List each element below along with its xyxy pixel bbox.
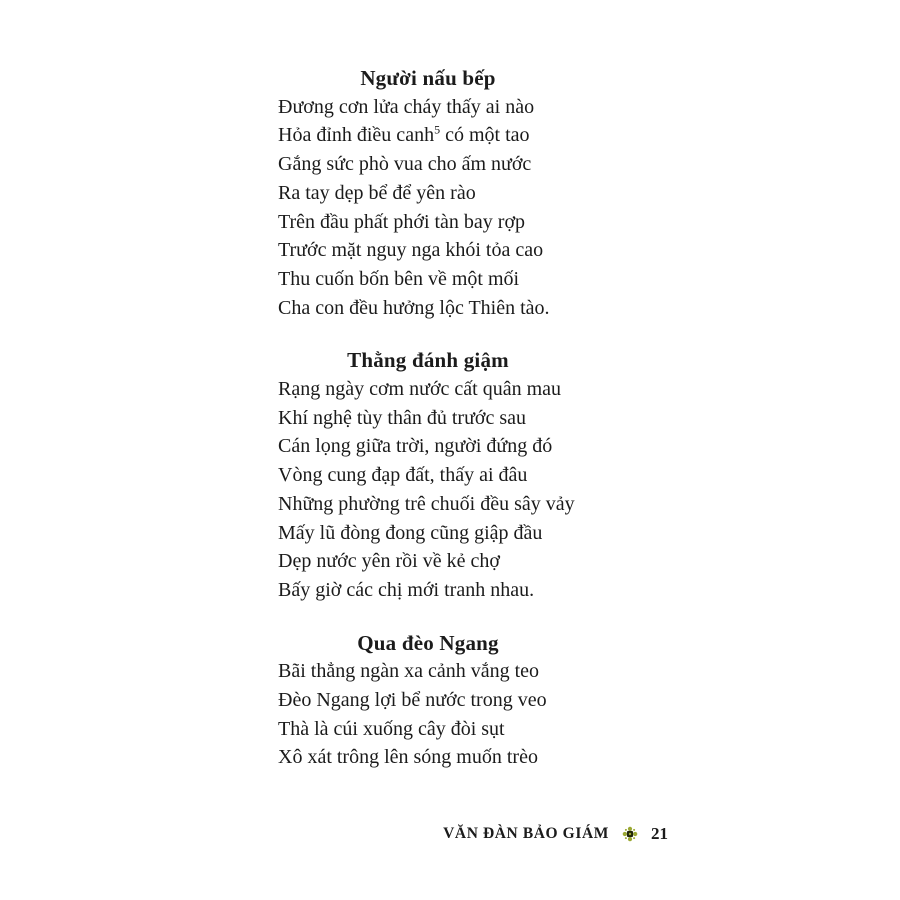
poem-title: Người nấu bếp xyxy=(360,66,496,90)
poem-line: Xô xát trông lên sóng muốn trèo xyxy=(278,746,538,769)
poem-line: Vòng cung đạp đất, thấy ai đâu xyxy=(278,464,528,487)
poem-line: Cha con đều hưởng lộc Thiên tào. xyxy=(278,296,550,319)
line-text: Hỏa đỉnh điều canh xyxy=(278,124,435,147)
poem-line: Ra tay dẹp bể để yên rào xyxy=(278,181,476,204)
poem-line: Những phường trê chuối đều sây vảy xyxy=(278,492,575,515)
poem-title: Thằng đánh giậm xyxy=(347,348,509,373)
poem-line: Đèo Ngang lợi bể nước trong veo xyxy=(278,689,547,712)
poem-line: Trên đầu phất phới tàn bay rợp xyxy=(278,210,526,233)
poem-line: Trước mặt nguy nga khói tỏa cao xyxy=(278,239,544,262)
poem-line: Thà là cúi xuống cây đòi sụt xyxy=(278,717,505,740)
poem-qua-deo-ngang xyxy=(278,629,578,773)
poems-column xyxy=(278,64,578,796)
poem-line: Thu cuốn bốn bên về một mối xyxy=(278,267,520,290)
poem-line: Rạng ngày cơm nước cất quân mau xyxy=(278,378,562,401)
poem-line: Mấy lũ đòng đong cũng giập đầu xyxy=(278,521,543,544)
line-text: có một tao xyxy=(440,124,530,147)
poem-line: Khí nghệ tùy thân đủ trước sau xyxy=(278,406,527,429)
page-number: 21 xyxy=(651,824,668,843)
poem-thang-danh-giam xyxy=(278,346,578,604)
page-footer xyxy=(443,824,668,844)
poem-line: Dẹp nước yên rồi về kẻ chợ xyxy=(278,550,500,573)
poem-line: Đương cơn lửa cháy thấy ai nào xyxy=(278,95,535,118)
poem-nguoi-nau-bep xyxy=(278,64,578,322)
book-title: VĂN ĐÀN BẢO GIÁM xyxy=(443,825,609,842)
footnote-marker: 5 xyxy=(434,122,441,137)
flower-ornament-icon xyxy=(622,826,638,842)
poem-line: Bãi thẳng ngàn xa cảnh vắng teo xyxy=(278,660,540,683)
poem-line-with-footnote xyxy=(278,121,578,150)
poem-line: Bấy giờ các chị mới tranh nhau. xyxy=(278,578,535,601)
poem-title: Qua đèo Ngang xyxy=(357,630,499,655)
poem-line: Cán lọng giữa trời, người đứng đó xyxy=(278,435,553,458)
poem-line: Gắng sức phò vua cho ấm nước xyxy=(278,153,532,176)
